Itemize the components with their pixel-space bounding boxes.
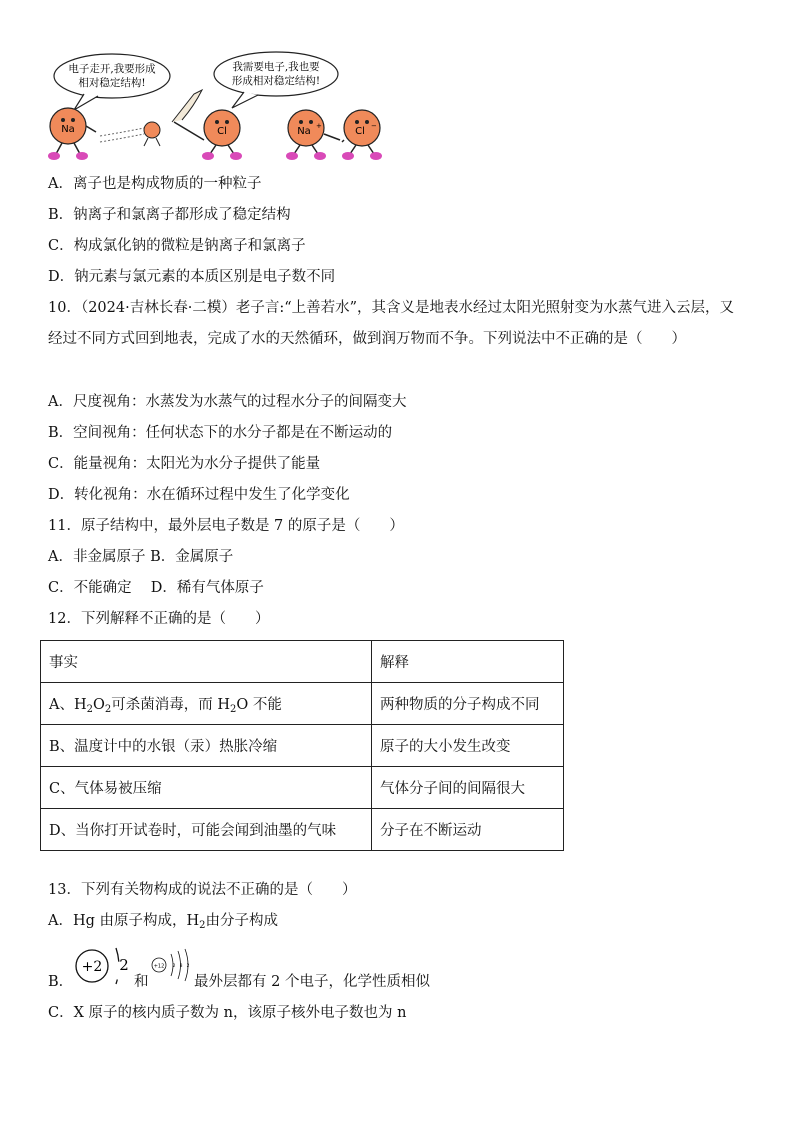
bubble-right-line-2: 形成相对稳定结构!: [231, 75, 321, 87]
row-a-explain: 两种物质的分子构成不同: [372, 683, 564, 725]
row-d-fact: D、当你打开试卷时，可能会闻到油墨的气味: [41, 809, 372, 851]
q9-option-d: D．钠元素与氯元素的本质区别是电子数不同: [48, 269, 336, 285]
mg-shell-1: 2: [172, 964, 176, 969]
q13-option-b-and: 和: [134, 974, 149, 990]
row-b-fact: B、温度计中的水银（汞）热胀冷缩: [41, 725, 372, 767]
speech-bubble-right: [214, 52, 338, 108]
bubble-left-line-1: 电子走开,我要形成: [68, 63, 156, 75]
q10-option-d: D．转化视角：水在循环过程中发生了化学变化: [48, 487, 350, 503]
row-d-explain: 分子在不断运动: [372, 809, 564, 851]
chloride-ion-figure: [342, 110, 382, 160]
q10-option-b: B．空间视角：任何状态下的水分子都是在不断运动的: [48, 425, 393, 441]
cl-ion-label: Cl: [355, 126, 365, 137]
q11-options-row-2: C．不能确定 D．稀有气体原子: [48, 580, 264, 596]
helium-atom-structure-diagram: [72, 942, 142, 990]
q9-option-b: B．钠离子和氯离子都形成了稳定结构: [48, 207, 291, 223]
mg-shell-3: 2: [186, 964, 190, 969]
na-ion-charge: +: [316, 122, 322, 130]
sodium-atom-figure: [48, 108, 96, 160]
sodium-ion-figure: [286, 110, 340, 160]
row-c-explain: 气体分子间的间隔很大: [372, 767, 564, 809]
magnesium-atom-structure-diagram: [150, 948, 196, 982]
cl-label: Cl: [217, 126, 227, 137]
table-row: [41, 725, 564, 767]
q13-stem: 13．下列有关物构成的说法不正确的是（ ）: [48, 882, 357, 898]
table-row: [41, 683, 564, 725]
q10-stem: 10．（2024·吉林长春·二模）老子言:“上善若水”，其含义是地表水经过太阳光照射变为水蒸气进入云层，又经过不同方式回到地表，完成了水的天然循环，做到润万物而不争。下列说法中不正确的是（ ）: [48, 300, 735, 347]
q9-option-c: C．构成氯化钠的微粒是钠离子和氯离子: [48, 238, 306, 254]
table-row: [41, 809, 564, 851]
q13-option-a: A．Hg 由原子构成，$H_2$由分子构成: [48, 913, 279, 931]
row-b-explain: 原子的大小发生改变: [372, 725, 564, 767]
q12-table: [40, 640, 564, 851]
bubble-right-line-1: 我需要电子,我也要: [232, 61, 320, 73]
q11-stem: 11．原子结构中，最外层电子数是 7 的原子是（ ）: [48, 518, 404, 534]
row-c-fact: C、气体易被压缩: [41, 767, 372, 809]
bubble-left-line-2: 相对稳定结构!: [78, 77, 146, 89]
q9-option-a: A．离子也是构成物质的一种粒子: [48, 176, 262, 192]
he-shell-electrons: 2: [119, 956, 129, 974]
electron-motion-lines: [100, 122, 160, 146]
header-explain: 解释: [372, 641, 564, 683]
q13-option-b-text: 最外层都有 2 个电子，化学性质相似: [194, 974, 430, 990]
na-label: Na: [61, 124, 75, 135]
table-row: [41, 767, 564, 809]
table-header-row: [41, 641, 564, 683]
header-fact: 事实: [41, 641, 372, 683]
q10-option-c: C．能量视角：太阳光为水分子提供了能量: [48, 456, 321, 472]
q13-option-c: C．X 原子的核内质子数为 n，该原子核外电子数也为 n: [48, 1005, 407, 1021]
row-a-fact: A、$H_2O_2$可杀菌消毒，而 $H_2O$ 不能: [41, 683, 372, 725]
he-nucleus: +2: [81, 959, 103, 975]
q10-option-a: A．尺度视角：水蒸发为水蒸气的过程水分子的间隔变大: [48, 394, 407, 410]
na-ion-label: Na: [297, 126, 311, 137]
q13-option-b-label: B．: [48, 974, 74, 990]
mg-nucleus: +12: [153, 963, 165, 970]
q11-options-row-1: A．非金属原子 B．金属原子: [48, 549, 234, 565]
ion-formation-illustration: [44, 50, 394, 168]
speech-bubble-left: [54, 54, 170, 110]
cl-ion-charge: −: [371, 122, 377, 130]
mg-shell-2: 8: [179, 964, 183, 969]
chlorine-atom-figure: [172, 90, 242, 160]
q12-stem: 12．下列解释不正确的是（ ）: [48, 611, 270, 627]
